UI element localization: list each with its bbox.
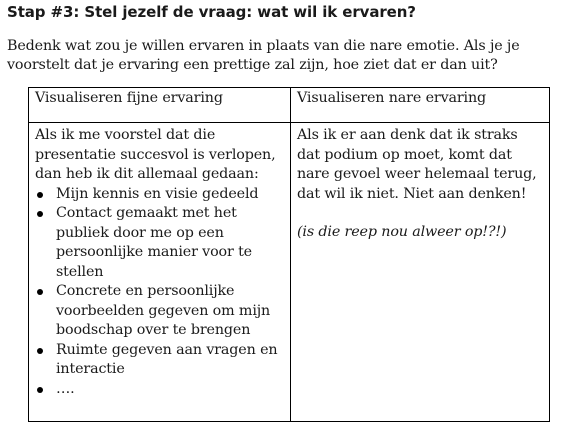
list-item [35,185,285,205]
comparison-table [28,87,550,422]
pleasant-experience-cell [29,123,291,422]
header-cell-unpleasant: Visualiseren nare ervaring [291,88,550,123]
list-item-text: …. [56,380,75,397]
unpleasant-note: (is die reep nou alweer op!?!) [297,224,507,240]
list-item-text: Concrete en persoonlijke voorbeelden gegeven om mijn boodschap over te brengen [56,283,271,338]
list-item-text: Ruimte gegeven aan vragen en interactie [56,341,278,377]
table-header-row [29,88,550,123]
bullet-icon [37,348,43,354]
bullet-icon [37,211,43,217]
bullet-icon [37,387,43,393]
table-body-row [29,123,550,422]
bullet-icon [37,192,43,198]
list-item-text: Mijn kennis en visie gedeeld [56,185,259,202]
unpleasant-text: Als ik er aan denk dat ik straks dat podium op moet, komt dat nare gevoel weer helemaal terug, dat wil ik niet. Niet aan denken! [297,127,537,202]
pleasant-bullet-list [35,185,285,400]
header-cell-pleasant: Visualiseren fijne ervaring [29,88,291,123]
list-item [35,341,285,380]
intro-paragraph: Bedenk wat zou je willen ervaren in plaats van die nare emotie. Als je je voorstelt dat je ervaring een prettige zal zijn, hoe ziet dat er dan uit? [7,38,520,73]
list-item [35,380,285,400]
bullet-icon [37,289,43,295]
list-item [35,204,285,282]
list-item [35,282,285,341]
list-item-text: Contact gemaakt met het publiek door me op een persoonlijke manier voor te stellen [56,205,252,280]
unpleasant-experience-cell [291,123,550,422]
section-heading: Stap #3: Stel jezelf de vraag: wat wil ik ervaren? [7,3,416,21]
pleasant-intro-text: Als ik me voorstel dat die presentatie succesvol is verlopen, dan heb ik dit allemaal gedaan: [35,127,276,182]
